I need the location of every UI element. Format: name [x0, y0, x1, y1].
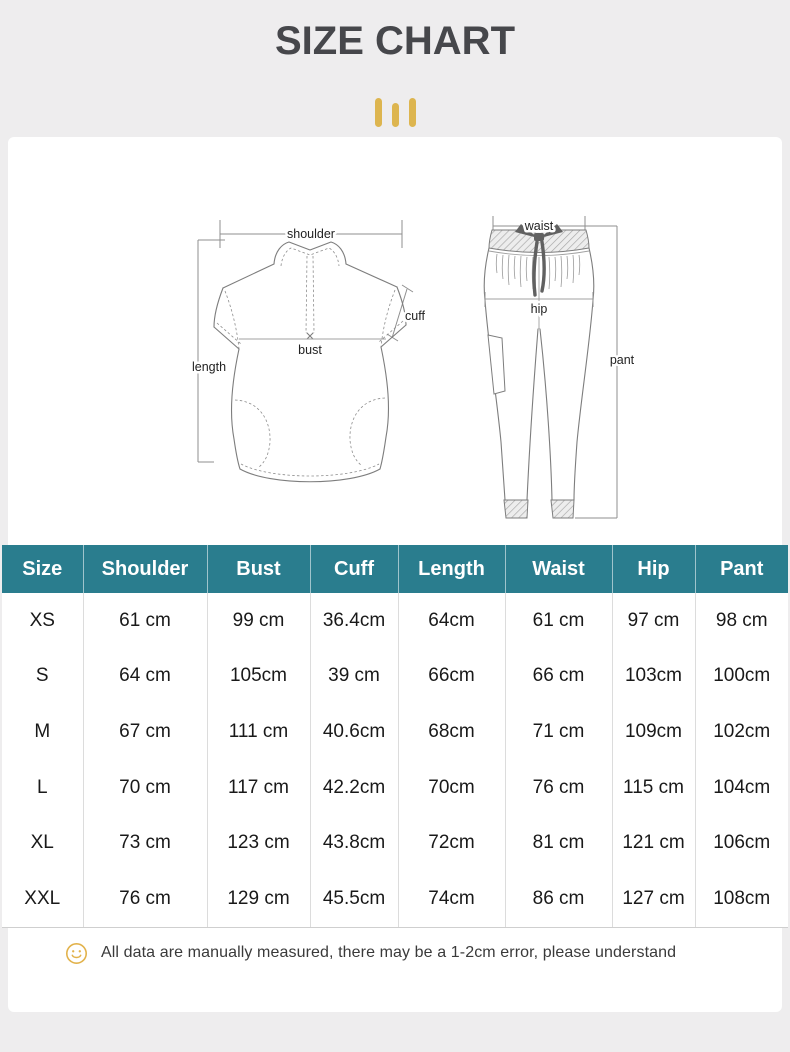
header-cell-length: Length: [398, 545, 505, 593]
footer-note-row: [8, 928, 782, 965]
header-cell-waist: Waist: [505, 545, 612, 593]
header-cell-shoulder: Shoulder: [83, 545, 207, 593]
measurement-cell: 129 cm: [207, 871, 310, 927]
size-cell: M: [2, 704, 83, 760]
measurement-cell: 71 cm: [505, 704, 612, 760]
measurement-cell: 42.2cm: [310, 760, 398, 816]
table-row: [2, 593, 788, 649]
pant-label: pant: [609, 353, 635, 367]
measurement-cell: 76 cm: [505, 760, 612, 816]
length-label: length: [191, 360, 227, 374]
decoration-bars: [0, 98, 790, 128]
decoration-bar: [392, 103, 399, 127]
decoration-bar: [409, 98, 416, 127]
measurement-cell: 66cm: [398, 649, 505, 705]
measurement-cell: 106cm: [695, 815, 788, 871]
measurement-cell: 70cm: [398, 760, 505, 816]
measurement-cell: 70 cm: [83, 760, 207, 816]
header-cell-size: Size: [2, 545, 83, 593]
measurement-cell: 97 cm: [612, 593, 695, 649]
measurement-cell: 72cm: [398, 815, 505, 871]
header-cell-hip: Hip: [612, 545, 695, 593]
measurement-cell: 68cm: [398, 704, 505, 760]
shoulder-label: shoulder: [287, 227, 335, 241]
measurement-cell: 76 cm: [83, 871, 207, 927]
measurement-cell: 123 cm: [207, 815, 310, 871]
smiley-icon: [65, 942, 88, 965]
measurement-cell: 103cm: [612, 649, 695, 705]
measurement-cell: 67 cm: [83, 704, 207, 760]
size-table-body: [2, 593, 788, 927]
measurement-cell: 102cm: [695, 704, 788, 760]
measurement-cell: 111 cm: [207, 704, 310, 760]
content-panel: [8, 137, 782, 1012]
page-title: SIZE CHART: [275, 19, 515, 63]
measurement-cell: 99 cm: [207, 593, 310, 649]
size-table: [2, 545, 788, 928]
measurement-cell: 73 cm: [83, 815, 207, 871]
header-cell-bust: Bust: [207, 545, 310, 593]
measurement-cell: 66 cm: [505, 649, 612, 705]
measurement-cell: 98 cm: [695, 593, 788, 649]
header-cell-pant: Pant: [695, 545, 788, 593]
size-cell: XS: [2, 593, 83, 649]
size-table-header: [2, 545, 788, 593]
header-cell-cuff: Cuff: [310, 545, 398, 593]
measurement-cell: 127 cm: [612, 871, 695, 927]
measurement-diagram: [8, 137, 782, 545]
cuff-label: cuff: [405, 309, 425, 323]
measurement-cell: 39 cm: [310, 649, 398, 705]
hip-label: hip: [530, 302, 548, 316]
table-row: [2, 704, 788, 760]
measurement-cell: 115 cm: [612, 760, 695, 816]
table-row: [2, 760, 788, 816]
header-row: [2, 545, 788, 593]
measurement-cell: 36.4cm: [310, 593, 398, 649]
measurement-cell: 43.8cm: [310, 815, 398, 871]
decoration-bar: [375, 98, 382, 127]
measurement-cell: 61 cm: [505, 593, 612, 649]
measurement-cell: 104cm: [695, 760, 788, 816]
measurement-cell: 61 cm: [83, 593, 207, 649]
measurement-cell: 108cm: [695, 871, 788, 927]
bust-label: bust: [298, 343, 322, 357]
measurement-cell: 86 cm: [505, 871, 612, 927]
measurement-cell: 64 cm: [83, 649, 207, 705]
measurement-cell: 117 cm: [207, 760, 310, 816]
measurement-cell: 109cm: [612, 704, 695, 760]
size-cell: S: [2, 649, 83, 705]
table-row: [2, 815, 788, 871]
size-cell: XXL: [2, 871, 83, 927]
measurement-cell: 81 cm: [505, 815, 612, 871]
scrub-top-drawing: [192, 220, 425, 482]
table-row: [2, 649, 788, 705]
size-cell: L: [2, 760, 83, 816]
measurement-cell: 105cm: [207, 649, 310, 705]
measurement-cell: 40.6cm: [310, 704, 398, 760]
footer-note: All data are manually measured, there may be a 1-2cm error, please understand: [101, 944, 677, 962]
measurement-cell: 74cm: [398, 871, 505, 927]
waist-label: waist: [524, 219, 554, 233]
table-row: [2, 871, 788, 927]
measurement-cell: 64cm: [398, 593, 505, 649]
scrub-pants-drawing: [484, 216, 634, 518]
size-cell: XL: [2, 815, 83, 871]
measurement-cell: 121 cm: [612, 815, 695, 871]
measurement-cell: 45.5cm: [310, 871, 398, 927]
title-section: [0, 0, 790, 137]
measurement-cell: 100cm: [695, 649, 788, 705]
